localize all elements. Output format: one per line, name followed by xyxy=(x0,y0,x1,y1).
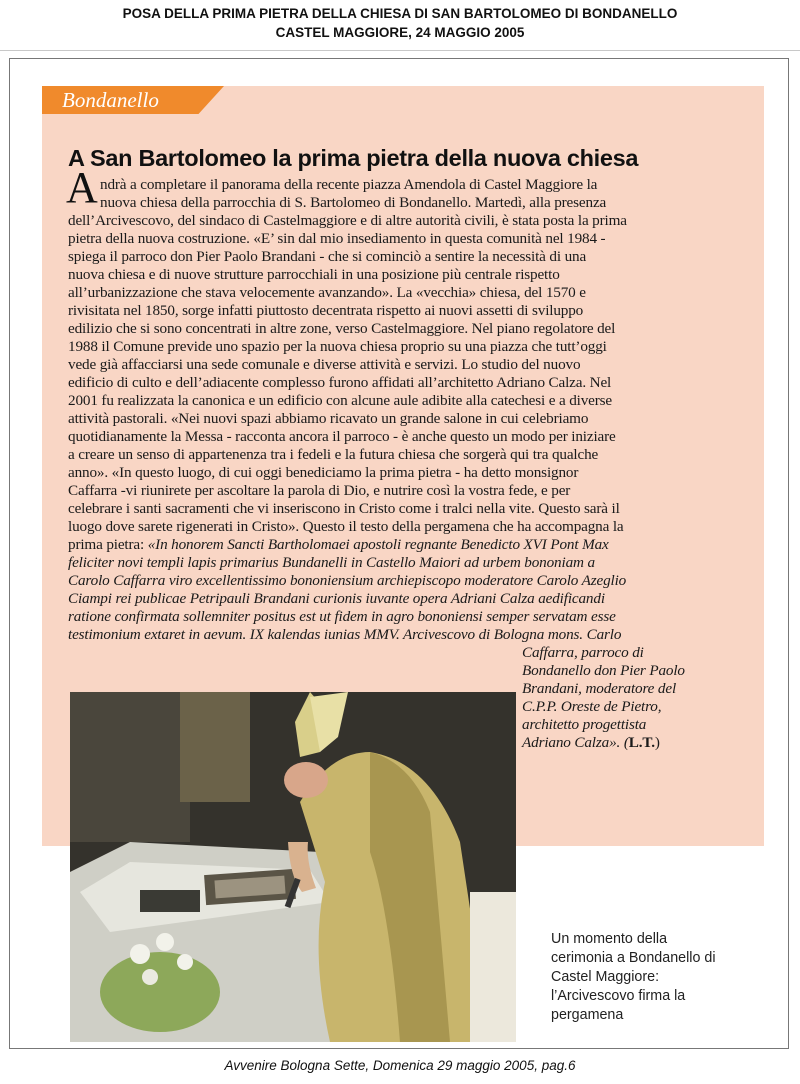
latin-line: feliciter novi templi lapis primarius Bundanelli in Castello Maiori ad urbem bononiam a xyxy=(68,554,595,571)
body-line: ndrà a completare il panorama della recente piazza Amendola di Castel Maggiore la xyxy=(100,176,598,193)
body-line: vede già affacciarsi una sede comunale e diverse attività e servizi. Lo studio del nuovo xyxy=(68,356,581,373)
body-line-right: Caffarra, parroco di xyxy=(522,644,644,661)
body-line-right: Bondanello don Pier Paolo xyxy=(522,662,685,679)
body-line-right: C.P.P. Oreste de Pietro, xyxy=(522,698,662,715)
caption-line: Castel Maggiore: xyxy=(551,969,660,985)
body-line: a creare un senso di appartenenza tra i fedeli e la futura chiesa che sorgerà qui tra qualche xyxy=(68,446,599,463)
body-line: anno». «In questo luogo, di cui oggi benediciamo la prima pietra - ha detto monsignor xyxy=(68,464,579,481)
body-line-right: Brandani, moderatore del xyxy=(522,680,677,697)
latin-line: ratione confirmata sollemniter positus est ut fidem in agro bononiensi semper servatam esse xyxy=(68,608,616,625)
body-line: quotidianamente la Messa - racconta ancora il parroco - è anche questo un modo per iniziare xyxy=(68,428,616,445)
caption-line: Un momento della xyxy=(551,931,668,947)
caption-line: pergamena xyxy=(551,1007,624,1023)
body-line: nuova chiesa e di nuove strutture parrocchiali in una posizione più centrale rispetto xyxy=(68,266,560,283)
body-line: dell’Arcivescovo, del sindaco di Castelmaggiore e di altre autorità civili, è stata posta la prima xyxy=(68,212,627,229)
body-line: 2001 fu realizzata la canonica e un edificio con alcune aule adibite alla catechesi e a diverse xyxy=(68,392,613,409)
body-line: celebrare i santi sacramenti che vi inseriscono in Cristo come i tralci nella vite. Questo sarà il xyxy=(68,500,620,517)
source-citation: Avvenire Bologna Sette, Domenica 29 maggio 2005, pag.6 xyxy=(224,1058,576,1073)
body-line-right xyxy=(522,734,800,752)
body-line-right: architetto progettista xyxy=(522,716,647,733)
body-line: all’urbanizzazione che stava velocemente avanzando». La «vecchia» chiesa, del 1570 e xyxy=(68,284,586,301)
author-signature: L.T. xyxy=(628,734,655,751)
body-line: 1988 il Comune previde uno spazio per la nuova chiesa proprio su una piazza che tutt’oggi xyxy=(68,338,607,355)
header-divider xyxy=(0,50,800,51)
photo-caption xyxy=(551,930,751,1025)
body-line: pietra della nuova costruzione. «E’ sin dal mio insediamento in questa comunità nel 1984 - xyxy=(68,230,606,247)
body-line xyxy=(68,536,768,554)
final-text: Adriano Calza». ( xyxy=(522,734,629,751)
latin-intro: prima pietra: xyxy=(68,536,148,553)
body-line: spiega il parroco don Pier Paolo Brandani - che si cominciò a sentire la necessità di una xyxy=(68,248,587,265)
caption-line: l’Arcivescovo firma la xyxy=(551,988,686,1004)
latin-line: testimonium extaret in aevum. IX kalendas iunias MMV. Arcivescovo di Bologna mons. Carlo xyxy=(68,626,622,643)
body-line: rivisitata nel 1850, sorge infatti piuttosto decentrata rispetto ai nuovi assetti di sviluppo xyxy=(68,302,584,319)
drop-cap: A xyxy=(66,163,98,212)
body-line: Caffarra -vi riunirete per ascoltare la parola di Dio, e nutrire così la vostra fede, e per xyxy=(68,482,571,499)
latin-text: «In honorem Sancti Bartholomaei apostoli regnante Benedicto XVI Pont Max xyxy=(147,536,609,553)
body-line: edificio di culto e dell’adiacente complesso furono affidati all’architetto Adriano Calza. Nel xyxy=(68,374,612,391)
caption-line: cerimonia a Bondanello di xyxy=(551,950,716,966)
body-line: edilizio che si sono concentrati in altre zone, verso Castelmaggiore. Nel piano regolatore del xyxy=(68,320,616,337)
section-tag-label: Bondanello xyxy=(62,88,159,112)
header-title: POSA DELLA PRIMA PIETRA DELLA CHIESA DI SAN BARTOLOMEO DI BONDANELLO xyxy=(122,6,678,21)
page-header xyxy=(0,4,800,42)
latin-line: Ciampi rei publicae Petripauli Brandani curionis iuvante opera Adriani Calza aedificandi xyxy=(68,590,605,607)
ceremony-photo-illustration xyxy=(70,692,516,1042)
header-subtitle: CASTEL MAGGIORE, 24 MAGGIO 2005 xyxy=(275,25,525,40)
body-line: attività pastorali. «Nei nuovi spazi abbiamo ricavato un grande salone in cui celebriamo xyxy=(68,410,589,427)
ceremony-photo xyxy=(70,692,516,1042)
latin-line: Carolo Caffarra viro excellentissimo bononiensium archiepiscopo moderatore Carolo Azeglio xyxy=(68,572,627,589)
body-line: nuova chiesa della parrocchia di S. Bartolomeo di Bondanello. Martedì, alla presenza xyxy=(100,194,607,211)
signature-close: ) xyxy=(654,734,660,751)
article-headline: A San Bartolomeo la prima pietra della nuova chiesa xyxy=(68,145,639,171)
body-line: luogo dove sarete rigenerati in Cristo». Questo il testo della pergamena che ha accompagna la xyxy=(68,518,624,535)
